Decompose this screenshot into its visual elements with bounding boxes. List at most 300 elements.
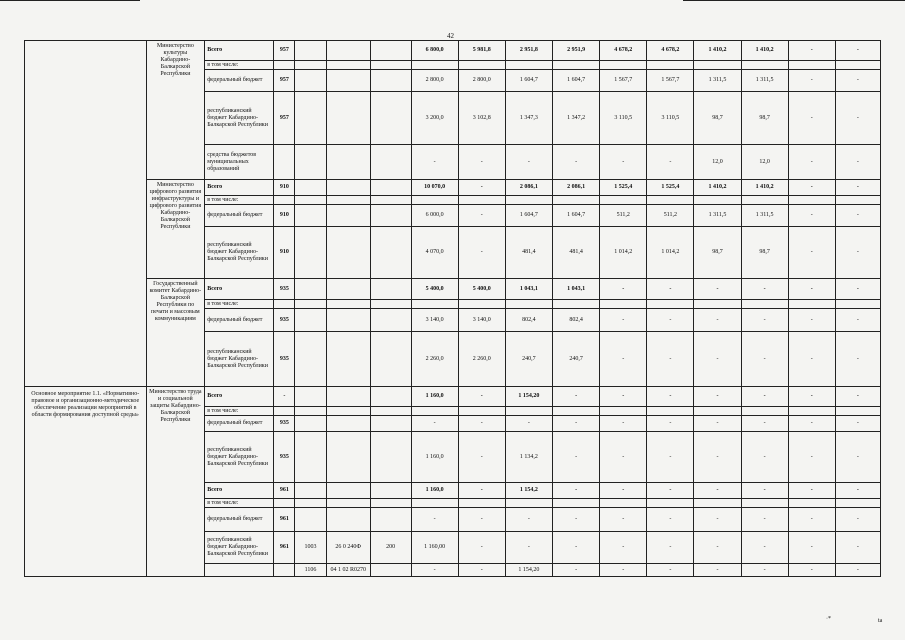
value-cell: 12,0 bbox=[694, 145, 741, 180]
code-csr bbox=[326, 407, 370, 416]
code-vr bbox=[370, 499, 411, 508]
funding-source: Всего bbox=[205, 279, 274, 300]
value-cell bbox=[694, 499, 741, 508]
value-cell bbox=[553, 407, 600, 416]
funding-source: республиканский бюджет Кабардино-Балкарской Республики bbox=[205, 227, 274, 279]
scan-line-right bbox=[683, 0, 905, 1]
code-rz bbox=[295, 279, 326, 300]
value-cell: 2 260,0 bbox=[411, 332, 458, 387]
value-cell: - bbox=[741, 508, 788, 532]
value-cell: 2 800,0 bbox=[411, 70, 458, 92]
executor-cell: Министерство труда и социальной защиты Кабардино-Балкарской Республики bbox=[146, 387, 205, 577]
value-cell bbox=[694, 300, 741, 309]
value-cell: 12,0 bbox=[741, 145, 788, 180]
code-rz bbox=[295, 499, 326, 508]
funding-source: федеральный бюджет bbox=[205, 309, 274, 332]
value-cell: 1 604,7 bbox=[553, 70, 600, 92]
value-cell: - bbox=[788, 508, 835, 532]
code-csr: 04 1 02 R0270 bbox=[326, 564, 370, 577]
code-grbs: 910 bbox=[274, 227, 295, 279]
value-cell: 1 154,20 bbox=[505, 387, 552, 407]
code-vr bbox=[370, 41, 411, 61]
value-cell: 6 000,0 bbox=[411, 205, 458, 227]
value-cell bbox=[600, 499, 647, 508]
value-cell bbox=[505, 499, 552, 508]
value-cell: - bbox=[600, 332, 647, 387]
value-cell: 1 410,2 bbox=[741, 180, 788, 196]
value-cell: - bbox=[741, 309, 788, 332]
page-number: 42 bbox=[447, 32, 454, 40]
table-row bbox=[25, 41, 881, 61]
value-cell: - bbox=[647, 279, 694, 300]
value-cell: - bbox=[600, 279, 647, 300]
value-cell: - bbox=[694, 483, 741, 499]
value-cell: - bbox=[647, 483, 694, 499]
value-cell: - bbox=[553, 145, 600, 180]
code-csr: 26 0 240Ф bbox=[326, 532, 370, 564]
value-cell bbox=[600, 61, 647, 70]
value-cell: - bbox=[553, 387, 600, 407]
value-cell: - bbox=[788, 416, 835, 432]
value-cell: 1 410,2 bbox=[741, 41, 788, 61]
value-cell: - bbox=[600, 416, 647, 432]
value-cell bbox=[458, 196, 505, 205]
value-cell: - bbox=[788, 309, 835, 332]
value-cell: - bbox=[553, 564, 600, 577]
code-grbs: 910 bbox=[274, 205, 295, 227]
value-cell: 1 311,5 bbox=[694, 70, 741, 92]
code-grbs: - bbox=[274, 387, 295, 407]
activity-cell: Основное мероприятие 1.1. «Нормативно-правовое и организационно-методическое обеспечение реализации мероприятий в области формирования доступной среды» bbox=[25, 387, 147, 577]
value-cell: - bbox=[694, 309, 741, 332]
value-cell: 1 410,2 bbox=[694, 180, 741, 196]
value-cell: 1 043,1 bbox=[553, 279, 600, 300]
code-grbs: 935 bbox=[274, 416, 295, 432]
value-cell: 2 800,0 bbox=[458, 70, 505, 92]
code-rz bbox=[295, 508, 326, 532]
value-cell: 5 981,8 bbox=[458, 41, 505, 61]
code-rz bbox=[295, 332, 326, 387]
value-cell: 511,2 bbox=[600, 205, 647, 227]
value-cell bbox=[835, 499, 880, 508]
value-cell bbox=[741, 499, 788, 508]
value-cell: - bbox=[788, 92, 835, 145]
value-cell: - bbox=[458, 564, 505, 577]
executor-cell: Министерство культуры Кабардино-Балкарской Республики bbox=[146, 41, 205, 180]
value-cell: - bbox=[694, 387, 741, 407]
value-cell: - bbox=[835, 227, 880, 279]
funding-source: в том числе: bbox=[205, 300, 274, 309]
corner-mark-left: ·* bbox=[826, 616, 831, 622]
value-cell bbox=[411, 407, 458, 416]
corner-mark-right: ta bbox=[878, 618, 883, 624]
value-cell: - bbox=[553, 508, 600, 532]
value-cell: 3 110,5 bbox=[600, 92, 647, 145]
value-cell: - bbox=[553, 483, 600, 499]
code-rz bbox=[295, 309, 326, 332]
value-cell: 1 043,1 bbox=[505, 279, 552, 300]
value-cell bbox=[694, 407, 741, 416]
value-cell bbox=[553, 196, 600, 205]
value-cell bbox=[788, 407, 835, 416]
value-cell: 1 160,0 bbox=[411, 432, 458, 483]
value-cell: - bbox=[835, 41, 880, 61]
code-rz bbox=[295, 483, 326, 499]
code-rz bbox=[295, 407, 326, 416]
value-cell: - bbox=[458, 416, 505, 432]
value-cell: - bbox=[835, 145, 880, 180]
value-cell: 1 160,00 bbox=[411, 532, 458, 564]
value-cell: - bbox=[788, 41, 835, 61]
value-cell: 2 086,1 bbox=[505, 180, 552, 196]
funding-source: в том числе: bbox=[205, 61, 274, 70]
value-cell bbox=[458, 407, 505, 416]
value-cell: - bbox=[647, 564, 694, 577]
value-cell: - bbox=[788, 180, 835, 196]
value-cell: 1 347,2 bbox=[553, 92, 600, 145]
value-cell: 1 525,4 bbox=[647, 180, 694, 196]
code-vr bbox=[370, 508, 411, 532]
funding-source: Всего bbox=[205, 41, 274, 61]
value-cell: - bbox=[458, 180, 505, 196]
value-cell: - bbox=[600, 564, 647, 577]
value-cell: - bbox=[458, 205, 505, 227]
value-cell bbox=[694, 61, 741, 70]
scan-line-left bbox=[0, 0, 140, 1]
value-cell: - bbox=[505, 145, 552, 180]
funding-source: средства бюджетов муниципальных образований bbox=[205, 145, 274, 180]
code-vr bbox=[370, 205, 411, 227]
code-csr bbox=[326, 41, 370, 61]
value-cell: 98,7 bbox=[694, 92, 741, 145]
table-row bbox=[25, 279, 881, 300]
code-grbs: 910 bbox=[274, 180, 295, 196]
value-cell: - bbox=[458, 508, 505, 532]
value-cell: 1 604,7 bbox=[553, 205, 600, 227]
value-cell: 802,4 bbox=[505, 309, 552, 332]
code-rz bbox=[295, 180, 326, 196]
value-cell bbox=[647, 499, 694, 508]
value-cell: - bbox=[835, 564, 880, 577]
code-csr bbox=[326, 332, 370, 387]
value-cell bbox=[788, 196, 835, 205]
value-cell bbox=[788, 499, 835, 508]
value-cell: 1 160,0 bbox=[411, 483, 458, 499]
value-cell: - bbox=[553, 416, 600, 432]
code-csr bbox=[326, 309, 370, 332]
value-cell bbox=[647, 196, 694, 205]
value-cell: - bbox=[835, 279, 880, 300]
value-cell: - bbox=[835, 309, 880, 332]
code-csr bbox=[326, 508, 370, 532]
value-cell: - bbox=[835, 508, 880, 532]
value-cell: - bbox=[694, 508, 741, 532]
value-cell: 98,7 bbox=[741, 92, 788, 145]
code-grbs: 935 bbox=[274, 279, 295, 300]
code-grbs bbox=[274, 61, 295, 70]
value-cell bbox=[553, 300, 600, 309]
code-grbs: 935 bbox=[274, 432, 295, 483]
code-grbs: 961 bbox=[274, 483, 295, 499]
value-cell: - bbox=[788, 70, 835, 92]
code-vr bbox=[370, 300, 411, 309]
code-grbs: 961 bbox=[274, 532, 295, 564]
value-cell: - bbox=[835, 180, 880, 196]
value-cell bbox=[411, 196, 458, 205]
value-cell: 4 070,0 bbox=[411, 227, 458, 279]
value-cell: 1 160,0 bbox=[411, 387, 458, 407]
value-cell bbox=[458, 61, 505, 70]
value-cell bbox=[835, 61, 880, 70]
value-cell: 4 678,2 bbox=[600, 41, 647, 61]
value-cell: - bbox=[835, 387, 880, 407]
code-grbs: 935 bbox=[274, 332, 295, 387]
code-csr bbox=[326, 499, 370, 508]
value-cell: 3 140,0 bbox=[458, 309, 505, 332]
value-cell: 511,2 bbox=[647, 205, 694, 227]
value-cell bbox=[505, 61, 552, 70]
value-cell: 2 951,9 bbox=[553, 41, 600, 61]
value-cell: - bbox=[600, 145, 647, 180]
value-cell: - bbox=[788, 145, 835, 180]
code-rz bbox=[295, 92, 326, 145]
value-cell bbox=[647, 407, 694, 416]
value-cell: 481,4 bbox=[505, 227, 552, 279]
value-cell: - bbox=[694, 432, 741, 483]
value-cell: - bbox=[458, 227, 505, 279]
table-row bbox=[25, 387, 881, 407]
value-cell bbox=[553, 61, 600, 70]
value-cell: - bbox=[505, 416, 552, 432]
value-cell: - bbox=[788, 332, 835, 387]
funding-source: республиканский бюджет Кабардино-Балкарской Республики bbox=[205, 432, 274, 483]
value-cell: - bbox=[835, 70, 880, 92]
code-grbs bbox=[274, 145, 295, 180]
funding-source: республиканский бюджет Кабардино-Балкарской Республики bbox=[205, 92, 274, 145]
value-cell: - bbox=[505, 532, 552, 564]
value-cell: - bbox=[411, 145, 458, 180]
value-cell: - bbox=[788, 387, 835, 407]
value-cell bbox=[741, 196, 788, 205]
value-cell: - bbox=[600, 508, 647, 532]
value-cell: 1 311,5 bbox=[741, 205, 788, 227]
value-cell: - bbox=[741, 483, 788, 499]
value-cell: - bbox=[553, 432, 600, 483]
code-grbs bbox=[274, 300, 295, 309]
value-cell: - bbox=[788, 532, 835, 564]
value-cell: - bbox=[458, 483, 505, 499]
value-cell: 3 140,0 bbox=[411, 309, 458, 332]
code-rz: 1106 bbox=[295, 564, 326, 577]
code-csr bbox=[326, 300, 370, 309]
value-cell: - bbox=[647, 416, 694, 432]
value-cell: - bbox=[788, 432, 835, 483]
value-cell: - bbox=[647, 309, 694, 332]
funding-source: федеральный бюджет bbox=[205, 70, 274, 92]
value-cell: - bbox=[600, 483, 647, 499]
value-cell bbox=[411, 499, 458, 508]
value-cell: 2 086,1 bbox=[553, 180, 600, 196]
value-cell: 1 154,2 bbox=[505, 483, 552, 499]
value-cell: 4 678,2 bbox=[647, 41, 694, 61]
value-cell: - bbox=[600, 387, 647, 407]
code-vr bbox=[370, 407, 411, 416]
code-rz bbox=[295, 432, 326, 483]
value-cell: - bbox=[600, 309, 647, 332]
value-cell bbox=[411, 300, 458, 309]
value-cell: - bbox=[458, 432, 505, 483]
value-cell: - bbox=[411, 416, 458, 432]
code-csr bbox=[326, 145, 370, 180]
value-cell bbox=[458, 300, 505, 309]
code-grbs: 957 bbox=[274, 92, 295, 145]
value-cell: 3 110,5 bbox=[647, 92, 694, 145]
value-cell: - bbox=[741, 279, 788, 300]
value-cell bbox=[600, 196, 647, 205]
value-cell: 6 800,0 bbox=[411, 41, 458, 61]
code-grbs: 957 bbox=[274, 41, 295, 61]
value-cell: 1 347,3 bbox=[505, 92, 552, 145]
budget-table bbox=[24, 40, 881, 577]
value-cell: - bbox=[788, 227, 835, 279]
code-csr bbox=[326, 279, 370, 300]
value-cell bbox=[600, 300, 647, 309]
value-cell: 1 014,2 bbox=[600, 227, 647, 279]
value-cell bbox=[505, 196, 552, 205]
value-cell: - bbox=[458, 387, 505, 407]
code-vr bbox=[370, 279, 411, 300]
value-cell: 5 400,0 bbox=[411, 279, 458, 300]
code-csr bbox=[326, 227, 370, 279]
value-cell bbox=[741, 61, 788, 70]
code-csr bbox=[326, 205, 370, 227]
value-cell: 1 134,2 bbox=[505, 432, 552, 483]
value-cell: - bbox=[741, 432, 788, 483]
funding-source: в том числе: bbox=[205, 407, 274, 416]
funding-source: республиканский бюджет Кабардино-Балкарской Республики bbox=[205, 332, 274, 387]
value-cell: - bbox=[647, 145, 694, 180]
code-vr bbox=[370, 309, 411, 332]
value-cell: 1 604,7 bbox=[505, 205, 552, 227]
code-rz bbox=[295, 227, 326, 279]
value-cell: - bbox=[788, 564, 835, 577]
value-cell: - bbox=[741, 532, 788, 564]
code-csr bbox=[326, 92, 370, 145]
value-cell bbox=[835, 407, 880, 416]
value-cell bbox=[505, 407, 552, 416]
value-cell bbox=[694, 196, 741, 205]
value-cell: 3 102,8 bbox=[458, 92, 505, 145]
value-cell: - bbox=[835, 532, 880, 564]
value-cell bbox=[600, 407, 647, 416]
value-cell: 2 951,8 bbox=[505, 41, 552, 61]
value-cell: - bbox=[505, 508, 552, 532]
funding-source: федеральный бюджет bbox=[205, 508, 274, 532]
value-cell: - bbox=[647, 387, 694, 407]
funding-source: в том числе: bbox=[205, 196, 274, 205]
funding-source: Всего bbox=[205, 483, 274, 499]
value-cell bbox=[505, 300, 552, 309]
code-grbs bbox=[274, 196, 295, 205]
value-cell: - bbox=[694, 564, 741, 577]
code-vr bbox=[370, 227, 411, 279]
table-row bbox=[25, 180, 881, 196]
code-vr bbox=[370, 387, 411, 407]
executor-cell: Государственный комитет Кабардино-Балкарской Республики по печати и массовым коммуникациям bbox=[146, 279, 205, 387]
value-cell: - bbox=[694, 416, 741, 432]
code-rz bbox=[295, 41, 326, 61]
value-cell: 98,7 bbox=[694, 227, 741, 279]
value-cell: - bbox=[741, 416, 788, 432]
value-cell: 1 014,2 bbox=[647, 227, 694, 279]
code-vr bbox=[370, 70, 411, 92]
value-cell: - bbox=[647, 508, 694, 532]
code-csr bbox=[326, 180, 370, 196]
value-cell: 240,7 bbox=[553, 332, 600, 387]
value-cell: 1 567,7 bbox=[600, 70, 647, 92]
value-cell: - bbox=[647, 332, 694, 387]
value-cell: 98,7 bbox=[741, 227, 788, 279]
value-cell: 1 410,2 bbox=[694, 41, 741, 61]
activity-cell bbox=[25, 41, 147, 387]
executor-cell: Министерство цифрового развития инфраструктуры и цифрового развития Кабардино-Балкарской Республики bbox=[146, 180, 205, 279]
value-cell: 1 567,7 bbox=[647, 70, 694, 92]
code-rz bbox=[295, 300, 326, 309]
code-grbs bbox=[274, 564, 295, 577]
value-cell: - bbox=[788, 483, 835, 499]
value-cell: - bbox=[788, 205, 835, 227]
value-cell: 5 400,0 bbox=[458, 279, 505, 300]
value-cell: - bbox=[600, 532, 647, 564]
value-cell: - bbox=[741, 564, 788, 577]
value-cell: - bbox=[694, 332, 741, 387]
value-cell: - bbox=[553, 532, 600, 564]
value-cell: - bbox=[835, 483, 880, 499]
code-csr bbox=[326, 61, 370, 70]
code-rz bbox=[295, 205, 326, 227]
code-rz: 1003 bbox=[295, 532, 326, 564]
funding-source: в том числе: bbox=[205, 499, 274, 508]
code-vr bbox=[370, 432, 411, 483]
value-cell: - bbox=[458, 145, 505, 180]
value-cell: - bbox=[411, 564, 458, 577]
value-cell: 1 604,7 bbox=[505, 70, 552, 92]
value-cell: 802,4 bbox=[553, 309, 600, 332]
code-vr bbox=[370, 180, 411, 196]
value-cell bbox=[647, 300, 694, 309]
value-cell: - bbox=[835, 432, 880, 483]
code-grbs: 957 bbox=[274, 70, 295, 92]
code-vr bbox=[370, 196, 411, 205]
value-cell: 1 311,5 bbox=[741, 70, 788, 92]
value-cell bbox=[458, 499, 505, 508]
value-cell bbox=[835, 300, 880, 309]
value-cell bbox=[741, 300, 788, 309]
code-rz bbox=[295, 416, 326, 432]
code-csr bbox=[326, 387, 370, 407]
code-vr bbox=[370, 483, 411, 499]
code-grbs bbox=[274, 499, 295, 508]
code-grbs bbox=[274, 407, 295, 416]
code-vr bbox=[370, 61, 411, 70]
value-cell: - bbox=[694, 532, 741, 564]
code-csr bbox=[326, 483, 370, 499]
code-rz bbox=[295, 61, 326, 70]
code-csr bbox=[326, 196, 370, 205]
value-cell: 481,4 bbox=[553, 227, 600, 279]
value-cell bbox=[788, 300, 835, 309]
value-cell: - bbox=[741, 387, 788, 407]
